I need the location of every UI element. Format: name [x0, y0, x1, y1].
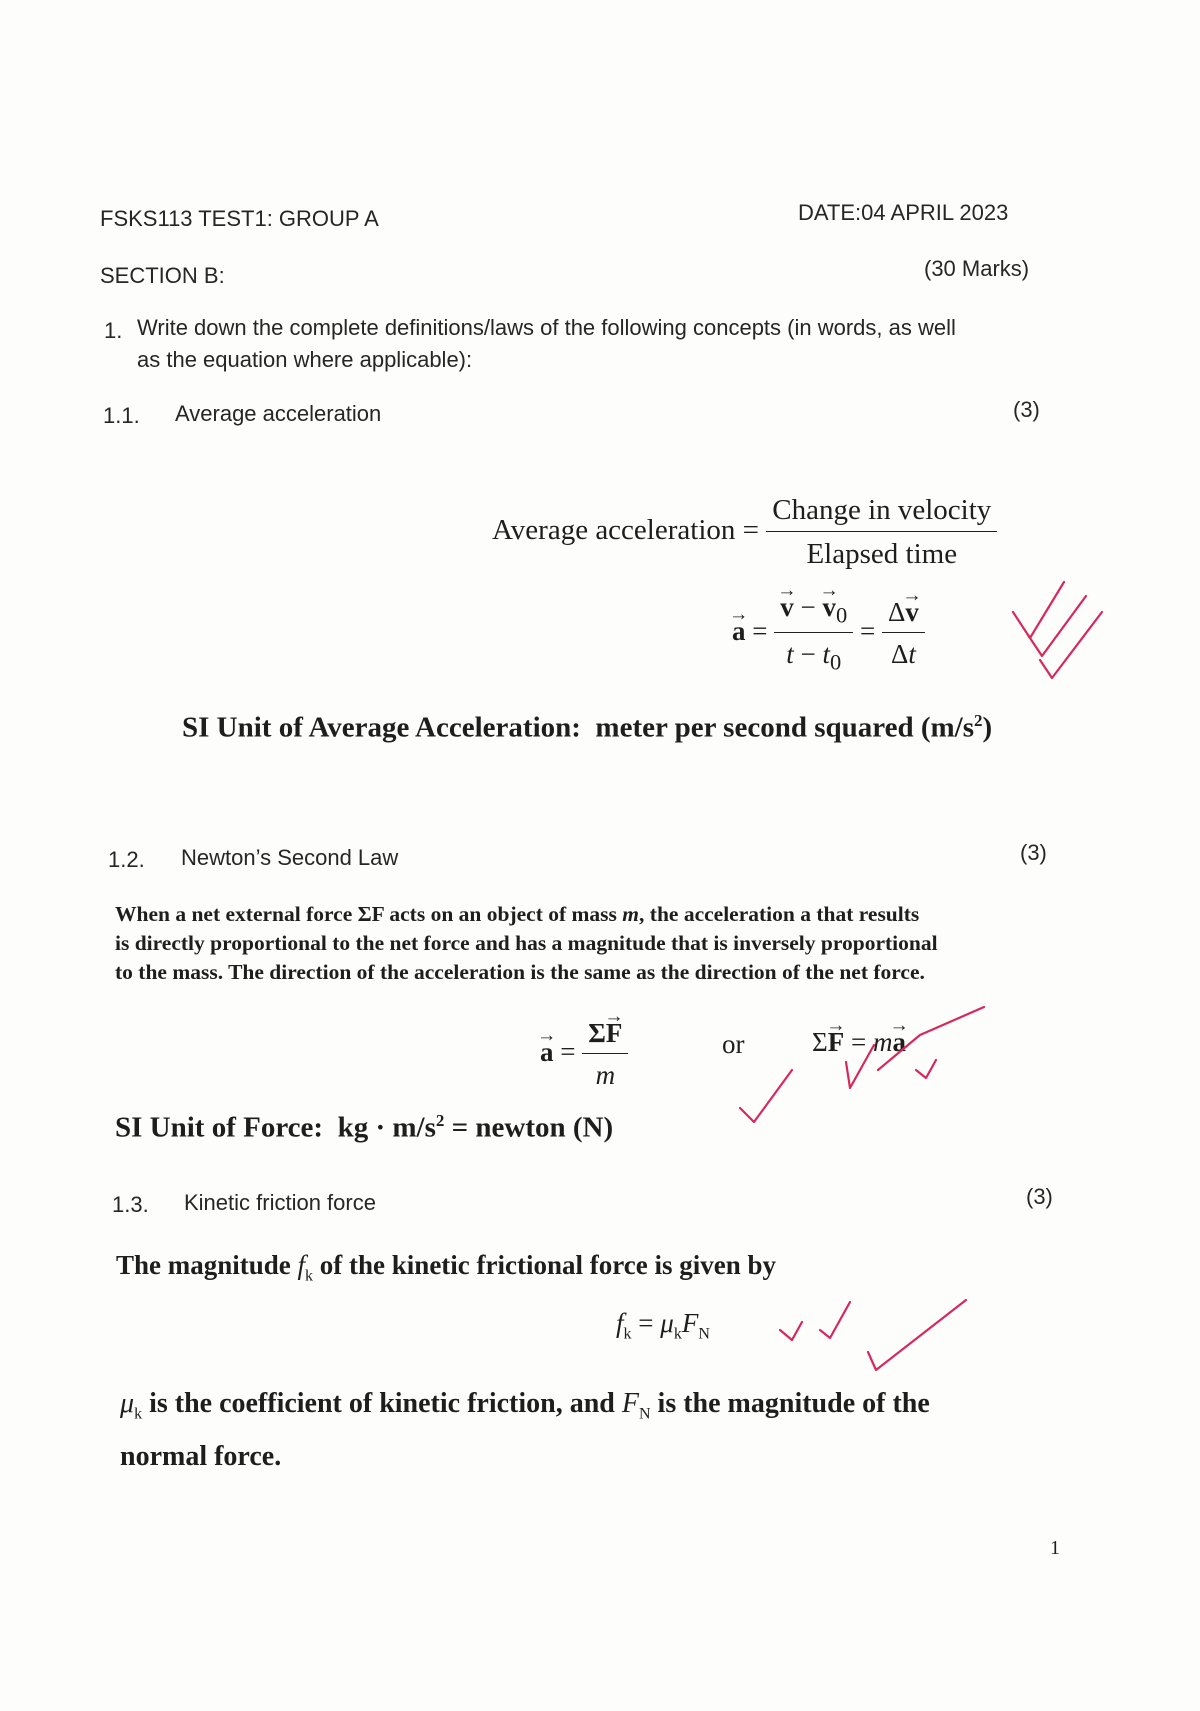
- q1-2-title: Newton’s Second Law: [181, 845, 399, 870]
- page-number: 1: [1050, 1537, 1060, 1559]
- vector-F: → F: [828, 1027, 845, 1058]
- avg-acc-fraction: [766, 494, 997, 571]
- si-unit-close: ): [982, 711, 993, 744]
- vector-v0: → v: [822, 592, 836, 623]
- text-segment: of the kinetic frictional force is given by: [313, 1250, 776, 1280]
- vector-v: → v: [780, 592, 794, 623]
- text-segment: , the acceleration a: [639, 902, 811, 926]
- subscript-k: k: [134, 1405, 143, 1423]
- vector-a: → a: [892, 1027, 906, 1058]
- equals-sign: =: [859, 616, 876, 647]
- mu-symbol: μ: [660, 1308, 674, 1338]
- newton-law-statement: [115, 900, 938, 987]
- avg-acc-numerator: Change in velocity: [766, 494, 997, 532]
- si-unit-value: kg · m/s: [337, 1111, 436, 1144]
- check-mark-icon: [740, 1070, 792, 1122]
- q1-3-title: Kinetic friction force: [184, 1190, 376, 1215]
- q1-1-title: Average acceleration: [175, 401, 382, 426]
- friction-description-line2: normal force.: [120, 1440, 282, 1472]
- si-unit-label: SI Unit of Average Acceleration:: [182, 711, 581, 744]
- check-mark-icon: [820, 1302, 850, 1338]
- subscript-N: N: [638, 1405, 651, 1423]
- normal-force-F: F: [681, 1308, 699, 1338]
- mass-m: m: [595, 1060, 616, 1090]
- delta-symbol: Δ: [887, 597, 906, 628]
- friction-intro: [116, 1250, 776, 1285]
- sigma-symbol: Σ: [588, 1018, 606, 1048]
- friction-equation: [616, 1308, 710, 1343]
- mu-symbol: μ: [120, 1388, 135, 1419]
- normal-force-F: F: [621, 1388, 639, 1419]
- question-text-line1: Write down the complete definitions/laws of the following concepts (in words, as well: [137, 315, 956, 340]
- test-date: DATE:04 APRIL 2023: [798, 200, 1009, 225]
- text-segment: acts on an object of mass: [384, 902, 623, 926]
- minus-sign: −: [800, 592, 816, 622]
- equals-sign: =: [631, 1308, 661, 1338]
- or-text: or: [722, 1029, 745, 1059]
- vector-v: → v: [905, 597, 919, 628]
- subscript-k: k: [305, 1267, 314, 1285]
- si-unit-avg-acc: [182, 711, 992, 745]
- avg-acc-symbolic-equation: [732, 592, 925, 676]
- subscript-N: N: [698, 1325, 710, 1343]
- check-mark-icon: [780, 1322, 802, 1340]
- velocity-difference: [774, 592, 853, 633]
- check-mark-icon: [868, 1300, 966, 1370]
- vector-a: → a: [540, 1037, 554, 1068]
- subscript-k: k: [673, 1325, 682, 1343]
- friction-f: f: [616, 1308, 624, 1338]
- time-difference: [780, 633, 847, 675]
- net-force: [582, 1018, 628, 1054]
- mass-m: m: [872, 1027, 893, 1057]
- si-unit-exponent: 2: [974, 711, 983, 730]
- question-number: 1.: [104, 318, 123, 343]
- check-mark-icon: [1028, 596, 1086, 656]
- check-mark-icon: [916, 1060, 936, 1078]
- check-mark-icon: [1040, 612, 1102, 678]
- text-segment: is the magnitude of the: [650, 1388, 930, 1419]
- avg-acc-lhs: Average acceleration =: [492, 514, 759, 547]
- friction-f: f: [297, 1250, 306, 1280]
- q1-1-number: 1.1.: [103, 403, 140, 428]
- sigma-symbol: Σ: [812, 1027, 828, 1057]
- vector-a: → a: [732, 616, 746, 647]
- q1-3-number: 1.3.: [112, 1192, 149, 1217]
- newton-law-line2: is directly proportional to the net force and has a magnitude that is inversely proportional: [115, 931, 938, 955]
- velocity-difference-fraction: [774, 592, 853, 676]
- text-segment: When a net external force ΣF: [115, 902, 385, 926]
- si-unit-value-end: = newton (N): [444, 1111, 614, 1144]
- q1-2-number: 1.2.: [108, 847, 145, 872]
- question-text-line2: as the equation where applicable):: [137, 347, 473, 372]
- q1-2-marks: (3): [1020, 840, 1047, 865]
- delta-fraction: [882, 597, 925, 670]
- delta-t: [885, 633, 922, 670]
- friction-description: [120, 1383, 930, 1478]
- subscript-zero: 0: [835, 602, 848, 628]
- newton-equation-alt: Σ→ F = m→ a: [812, 1027, 906, 1058]
- mass-symbol: m: [622, 902, 640, 926]
- check-mark-icon: [1013, 582, 1064, 638]
- text-segment: that results: [810, 902, 920, 926]
- subscript-zero: 0: [829, 649, 842, 675]
- newton-law-line1: [115, 900, 938, 929]
- equals-sign: =: [752, 616, 768, 647]
- time-t: t: [786, 639, 794, 670]
- si-unit-force: [115, 1111, 613, 1145]
- newton-law-line3: to the mass. The direction of the acceleration is the same as the direction of the net force.: [115, 960, 925, 984]
- time-t: t: [908, 639, 916, 670]
- vector-F: → F: [606, 1018, 623, 1049]
- delta-symbol: Δ: [890, 639, 909, 670]
- avg-acc-word-equation: [492, 494, 997, 571]
- minus-sign: −: [800, 639, 816, 670]
- section-title: SECTION B:: [100, 263, 225, 288]
- force-over-mass: [582, 1018, 628, 1091]
- course-title: FSKS113 TEST1: GROUP A: [100, 206, 379, 231]
- si-unit-value: meter per second squared (m/s: [595, 711, 975, 744]
- q1-3-marks: (3): [1026, 1184, 1053, 1209]
- delta-v: [882, 597, 925, 633]
- text-segment: is the coefficient of kinetic friction, and: [142, 1388, 622, 1419]
- friction-description-line1: [120, 1383, 930, 1436]
- si-unit-exponent: 2: [435, 1111, 445, 1130]
- subscript-k: k: [623, 1325, 632, 1343]
- q1-1-marks: (3): [1013, 397, 1040, 422]
- time-t0: t: [822, 639, 830, 670]
- si-unit-label: SI Unit of Force:: [115, 1111, 324, 1144]
- section-marks: (30 Marks): [924, 256, 1030, 281]
- avg-acc-denominator: Elapsed time: [806, 538, 958, 570]
- text-segment: The magnitude: [116, 1250, 298, 1280]
- newton-equation: → a = $\frac{\Sigma\to F}{m}$: [540, 1018, 628, 1091]
